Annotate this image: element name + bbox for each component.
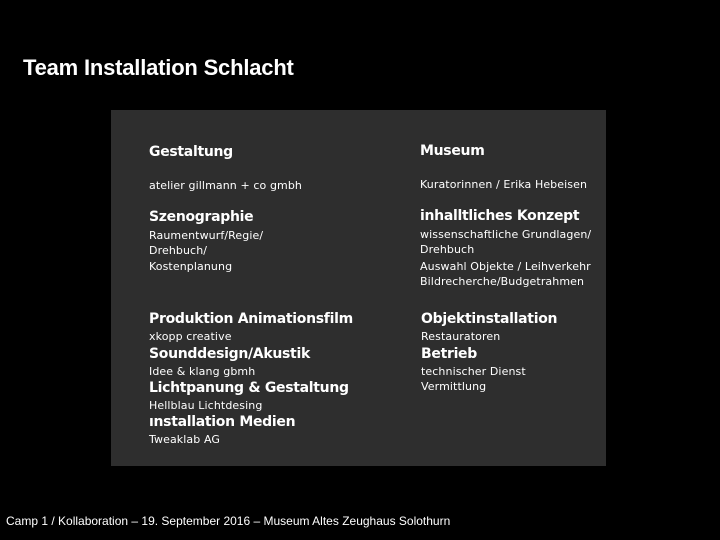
heading-szenographie: Szenographie [149,209,254,225]
heading-produktion: Produktion Animationsfilm [149,311,353,327]
text-betrieb-1: technischer Dienst [421,365,526,378]
heading-objektinstallation: Objektinstallation [421,311,558,327]
heading-gestaltung: Gestaltung [149,144,233,160]
text-konzept-4: Bildrecherche/Budgetrahmen [420,275,585,288]
slide-title: Team Installation Schlacht [23,55,294,80]
text-sounddesign-1: Idee & klang gbmh [149,365,256,378]
text-szenographie-2: Drehbuch/ [149,244,208,257]
text-lichtplanung-1: Hellblau Lichtdesing [149,399,263,412]
text-medien-1: Tweaklab AG [149,433,221,446]
team-panel [111,110,606,466]
text-museum-1: Kuratorinnen / Erika Hebeisen [420,178,588,191]
text-konzept-2: Drehbuch [420,243,475,256]
text-konzept-1: wissenschaftliche Grundlagen/ [420,228,592,241]
heading-sounddesign: Sounddesign/Akustik [149,346,310,362]
heading-betrieb: Betrieb [421,346,477,362]
text-gestaltung-1: atelier gillmann + co gmbh [149,179,303,192]
text-objektinstallation-1: Restauratoren [421,330,501,343]
heading-medien: ınstallation Medien [149,414,296,430]
text-szenographie-1: Raumentwurf/Regie/ [149,229,264,242]
text-szenographie-3: Kostenplanung [149,260,233,273]
heading-konzept: inhalltliches Konzept [420,208,580,224]
heading-lichtplanung: Lichtpanung & Gestaltung [149,380,349,396]
text-betrieb-2: Vermittlung [421,380,487,393]
text-produktion-1: xkopp creative [149,330,232,343]
slide-footer: Camp 1 / Kollaboration – 19. September 2016 – Museum Altes Zeughaus Solothurn [6,514,451,528]
text-konzept-3: Auswahl Objekte / Leihverkehr [420,260,591,273]
heading-museum: Museum [420,143,485,159]
